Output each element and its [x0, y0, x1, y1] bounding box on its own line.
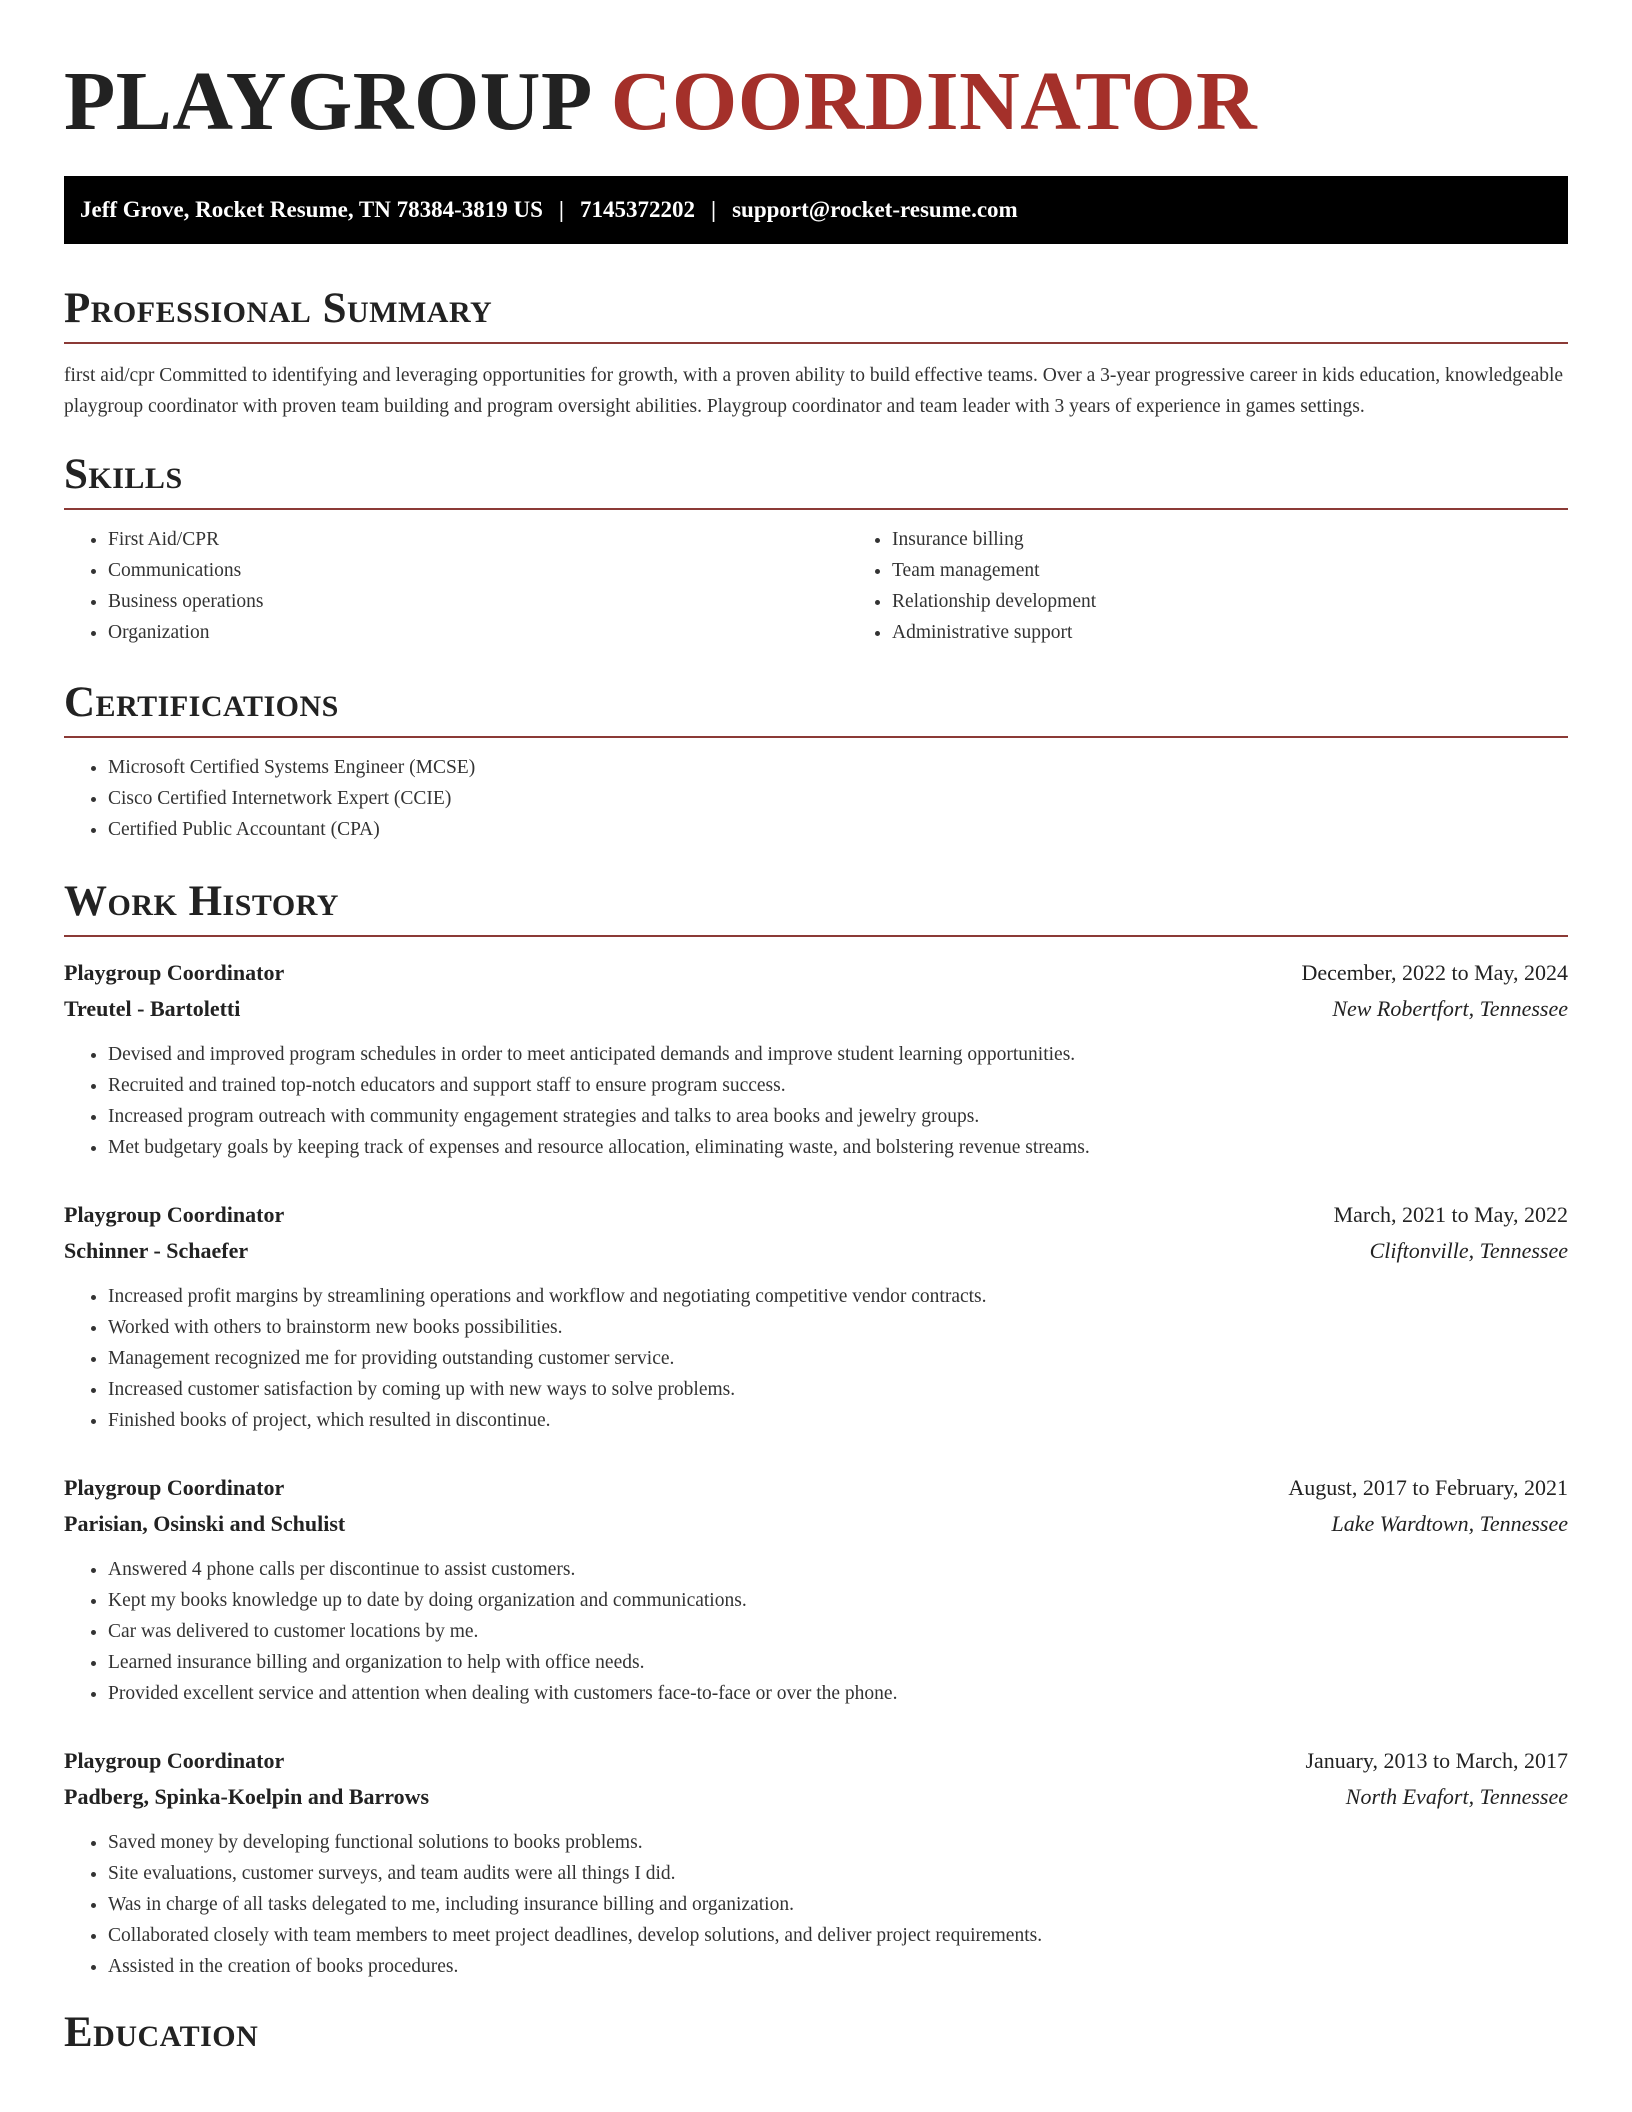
summary-section	[64, 284, 1568, 422]
job-bullet: • Recruited and trained top-notch educators and support staff to ensure program success.	[108, 1070, 1568, 1101]
job-bullet: • Assisted in the creation of books procedures.	[108, 1951, 1568, 1982]
certification-item: • Certified Public Accountant (CPA)	[108, 814, 1568, 845]
job-bullets	[64, 1554, 1568, 1709]
skill-item: • Organization	[108, 617, 848, 648]
summary-heading: Professional Summary	[64, 284, 1568, 344]
skills-section	[64, 450, 1568, 648]
job-entry	[64, 955, 1568, 1163]
work-history-heading: Work History	[64, 877, 1568, 937]
summary-text: first aid/cpr Committed to identifying and leveraging opportunities for growth, with a proven ability to build effective teams. Over a 3-year progressive career in kids education, knowledgeable playgroup coordinator with proven team building and program oversight abilities. Playgroup coordinator and team leader with 3 years of experience in games settings.	[64, 365, 1564, 417]
skill-item: • Communications	[108, 555, 848, 586]
education-section	[64, 2008, 1568, 2066]
skill-item: • First Aid/CPR	[108, 524, 848, 555]
job-header-row	[64, 1743, 1568, 1779]
job-bullet: • Car was delivered to customer locations by me.	[108, 1616, 1568, 1647]
job-header-row	[64, 955, 1568, 991]
job-bullet: • Met budgetary goals by keeping track of expenses and resource allocation, eliminating waste, and bolstering revenue streams.	[108, 1132, 1568, 1163]
job-company: Treutel - Bartoletti	[64, 996, 241, 1021]
job-bullet: • Saved money by developing functional solutions to books problems.	[108, 1827, 1568, 1858]
skills-columns	[64, 510, 1568, 648]
job-entry	[64, 1470, 1568, 1709]
job-bullet: • Finished books of project, which resulted in discontinue.	[108, 1405, 1568, 1436]
job-bullet: • Increased customer satisfaction by coming up with new ways to solve problems.	[108, 1374, 1568, 1405]
education-heading: Education	[64, 2009, 259, 2056]
certification-item: • Cisco Certified Internetwork Expert (CCIE)	[108, 783, 1568, 814]
job-company: Schinner - Schaefer	[64, 1238, 249, 1263]
certifications-heading: Certifications	[64, 678, 1568, 738]
job-subheader-row	[64, 1233, 1568, 1269]
certification-item: • Microsoft Certified Systems Engineer (MCSE)	[108, 752, 1568, 783]
job-location: New Robertfort, Tennessee	[1332, 996, 1568, 1021]
title-part-2: COORDINATOR	[610, 55, 1258, 148]
job-subheader-row	[64, 991, 1568, 1027]
job-entry	[64, 1197, 1568, 1436]
contact-separator: |	[558, 197, 564, 222]
skill-item: • Relationship development	[892, 586, 1568, 617]
title-part-1: PLAYGROUP	[64, 55, 593, 148]
skill-item: • Administrative support	[892, 617, 1568, 648]
job-bullet: • Management recognized me for providing outstanding customer service.	[108, 1343, 1568, 1374]
job-entry	[64, 1743, 1568, 1982]
certifications-section	[64, 678, 1568, 845]
certifications-list	[64, 752, 1568, 845]
job-location: North Evafort, Tennessee	[1345, 1784, 1568, 1809]
job-dates: August, 2017 to February, 2021	[1288, 1475, 1568, 1500]
job-company: Parisian, Osinski and Schulist	[64, 1511, 346, 1536]
job-bullet: • Collaborated closely with team members to meet project deadlines, develop solutions, and deliver project requirements.	[108, 1920, 1568, 1951]
work-history-section	[64, 877, 1568, 1982]
skills-list-right	[848, 524, 1568, 648]
job-bullet: • Kept my books knowledge up to date by doing organization and communications.	[108, 1585, 1568, 1616]
job-bullets	[64, 1827, 1568, 1982]
job-bullet: • Answered 4 phone calls per discontinue to assist customers.	[108, 1554, 1568, 1585]
job-dates: January, 2013 to March, 2017	[1305, 1748, 1568, 1773]
job-dates: March, 2021 to May, 2022	[1333, 1202, 1568, 1227]
job-dates: December, 2022 to May, 2024	[1301, 960, 1568, 985]
job-bullet: • Site evaluations, customer surveys, and team audits were all things I did.	[108, 1858, 1568, 1889]
job-location: Lake Wardtown, Tennessee	[1331, 1511, 1568, 1536]
job-bullet: • Provided excellent service and attention when dealing with customers face-to-face or over the phone.	[108, 1678, 1568, 1709]
job-location: Cliftonville, Tennessee	[1369, 1238, 1568, 1263]
skill-item: • Business operations	[108, 586, 848, 617]
job-bullet: • Increased program outreach with community engagement strategies and talks to area books and jewelry groups.	[108, 1101, 1568, 1132]
job-subheader-row	[64, 1506, 1568, 1542]
skills-list-left	[64, 524, 848, 648]
resume-title	[64, 52, 1568, 152]
skills-heading: Skills	[64, 450, 1568, 510]
job-bullet: • Was in charge of all tasks delegated to me, including insurance billing and organization.	[108, 1889, 1568, 1920]
job-bullet: • Increased profit margins by streamlining operations and workflow and negotiating competitive vendor contracts.	[108, 1281, 1568, 1312]
job-title: Playgroup Coordinator	[64, 1748, 285, 1773]
job-header-row	[64, 1197, 1568, 1233]
job-company: Padberg, Spinka-Koelpin and Barrows	[64, 1784, 430, 1809]
skill-item: • Insurance billing	[892, 524, 1568, 555]
job-bullets	[64, 1039, 1568, 1163]
job-bullet: • Devised and improved program schedules in order to meet anticipated demands and improve student learning opportunities.	[108, 1039, 1568, 1070]
job-bullet: • Learned insurance billing and organization to help with office needs.	[108, 1647, 1568, 1678]
contact-separator: |	[711, 197, 717, 222]
job-title: Playgroup Coordinator	[64, 1202, 285, 1227]
job-header-row	[64, 1470, 1568, 1506]
job-bullet: • Worked with others to brainstorm new books possibilities.	[108, 1312, 1568, 1343]
contact-address: Jeff Grove, Rocket Resume, TN 78384-3819 US	[80, 197, 543, 222]
job-title: Playgroup Coordinator	[64, 1475, 285, 1500]
job-bullets	[64, 1281, 1568, 1436]
contact-email: support@rocket-resume.com	[732, 197, 1018, 222]
contact-phone: 7145372202	[580, 197, 695, 222]
job-subheader-row	[64, 1779, 1568, 1815]
contact-bar	[64, 176, 1568, 244]
job-title: Playgroup Coordinator	[64, 960, 285, 985]
skill-item: • Team management	[892, 555, 1568, 586]
